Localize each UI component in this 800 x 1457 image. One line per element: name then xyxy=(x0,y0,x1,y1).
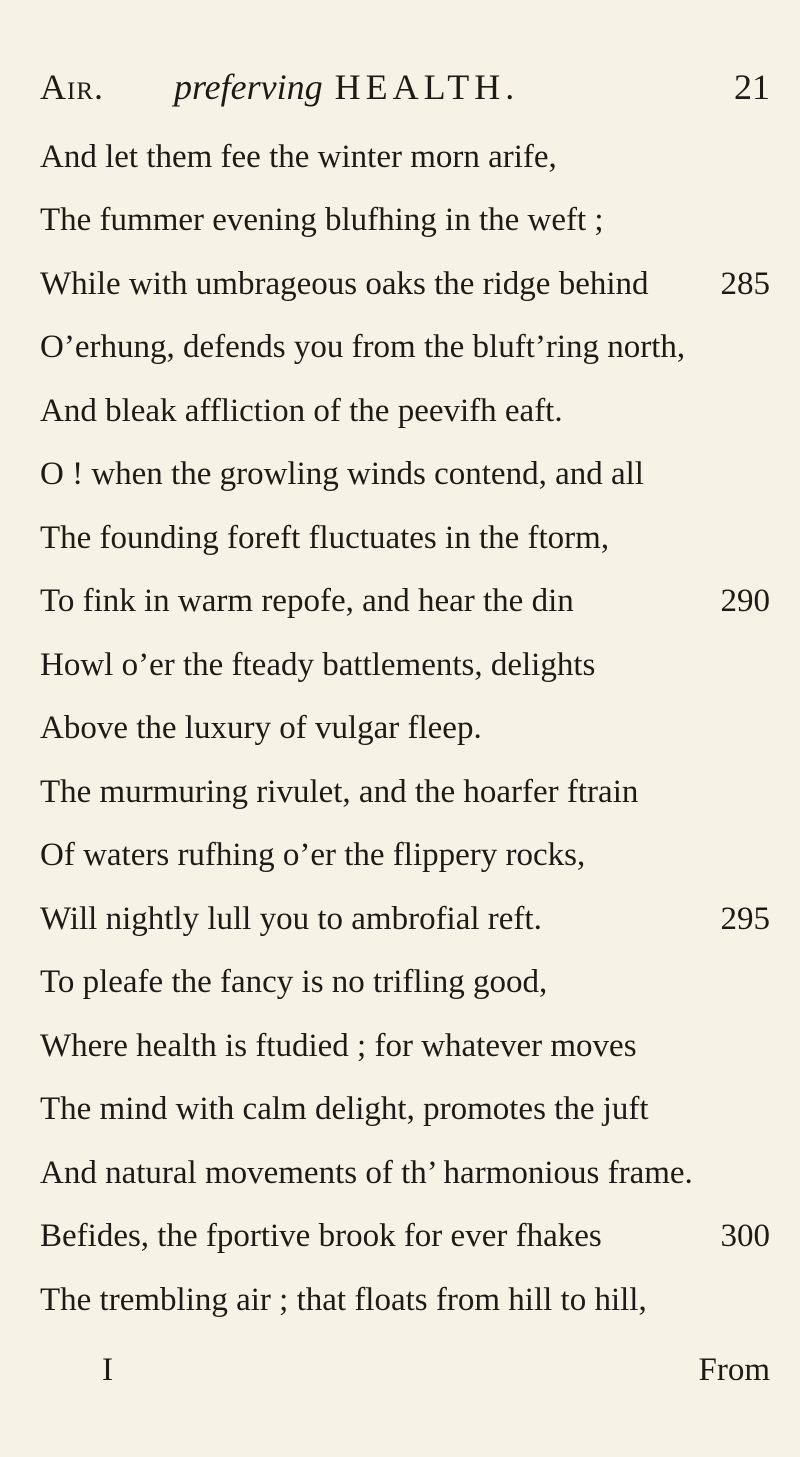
line-text: And let them fee the winter morn arife, xyxy=(40,139,557,175)
line-text: To pleafe the fancy is no trifling good, xyxy=(40,964,548,1000)
poem-line xyxy=(40,640,770,690)
line-number: 300 xyxy=(720,1218,770,1254)
line-text: To fink in warm repofe, and hear the din xyxy=(40,583,574,619)
poem-line xyxy=(40,386,770,436)
header-title-italic: preferving xyxy=(174,67,323,107)
line-text: O’erhung, defends you from the bluft’ring north, xyxy=(40,329,686,365)
running-header xyxy=(40,62,770,112)
line-text: The trembling air ; that floats from hill to hill, xyxy=(40,1282,647,1318)
poem-line xyxy=(40,1148,770,1198)
line-text: The fummer evening blufhing in the weft ; xyxy=(40,202,604,238)
line-text: The murmuring rivulet, and the hoarfer ftrain xyxy=(40,774,639,810)
line-number: 290 xyxy=(720,583,770,619)
line-text: Above the luxury of vulgar fleep. xyxy=(40,710,482,746)
header-section: Air. xyxy=(40,67,104,107)
poem-line xyxy=(40,830,770,880)
signature-mark: I xyxy=(102,1352,113,1388)
line-text: Of waters rufhing o’er the flippery rocks, xyxy=(40,837,586,873)
poem-line xyxy=(40,576,770,626)
poem-line xyxy=(40,195,770,245)
poem-line xyxy=(40,132,770,182)
page-number: 21 xyxy=(734,67,770,107)
poem-line xyxy=(40,1084,770,1134)
line-text: And natural movements of th’ harmonious frame. xyxy=(40,1155,693,1191)
poem-line xyxy=(40,1021,770,1071)
line-text: Will nightly lull you to ambrofial reft. xyxy=(40,901,542,937)
catchword: From xyxy=(698,1352,770,1388)
line-number: 285 xyxy=(720,266,770,302)
line-text: While with umbrageous oaks the ridge behind xyxy=(40,266,649,302)
poem-line xyxy=(40,322,770,372)
line-text: The mind with calm delight, promotes the juft xyxy=(40,1091,649,1127)
line-text: The founding foreft fluctuates in the ftorm, xyxy=(40,520,610,556)
page-footer xyxy=(40,1345,770,1395)
line-text: Befides, the fportive brook for ever fhakes xyxy=(40,1218,602,1254)
poem-line xyxy=(40,259,770,309)
poem-line xyxy=(40,894,770,944)
line-number: 295 xyxy=(720,901,770,937)
poem-line xyxy=(40,703,770,753)
poem-line xyxy=(40,513,770,563)
line-text: Howl o’er the fteady battlements, delights xyxy=(40,647,596,683)
line-text: And bleak affliction of the peevifh eaft. xyxy=(40,393,563,429)
header-title-caps: HEALTH. xyxy=(334,67,520,107)
poem-line xyxy=(40,767,770,817)
poem-line xyxy=(40,449,770,499)
line-text: Where health is ftudied ; for whatever moves xyxy=(40,1028,637,1064)
poem-line xyxy=(40,1275,770,1325)
poem-line xyxy=(40,1211,770,1261)
line-text: O ! when the growling winds contend, and all xyxy=(40,456,644,492)
poem-line xyxy=(40,957,770,1007)
header-title xyxy=(174,62,519,112)
